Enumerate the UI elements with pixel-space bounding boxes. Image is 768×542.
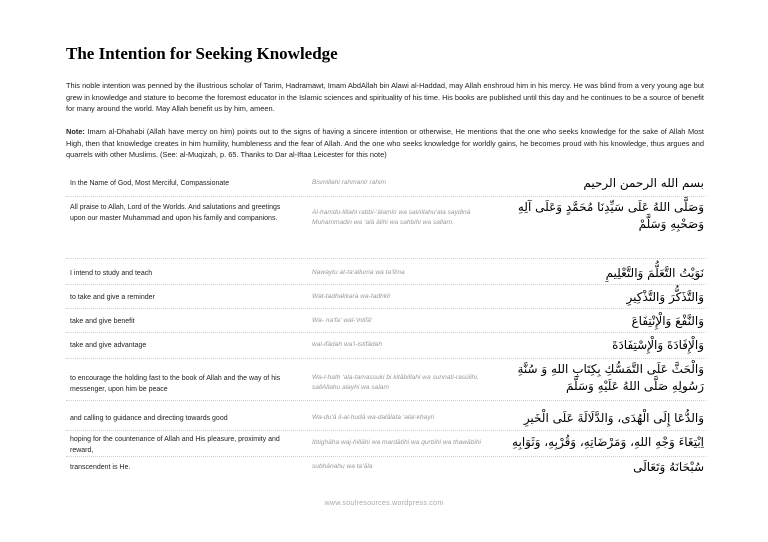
english-text: to encourage the holding fast to the book of Allah and the way of his messenger, upon him be peace bbox=[70, 375, 281, 393]
transliteration-text: Al-hamdu-lillahi rabbi-‘ālamīn wa salAllahu‘ala saydinā Muhammadin wa ‘alā ālihi wa sahbihi wa sallam. bbox=[312, 209, 471, 226]
english-text: In the Name of God, Most Merciful, Compassionate bbox=[70, 180, 230, 187]
arabic-text: وَالنَّفْعَ وَالْإِنْتِفَاعَ bbox=[631, 314, 704, 328]
page-title: The Intention for Seeking Knowledge bbox=[66, 44, 338, 63]
arabic-text: نَوَيْتُ التَّعَلُّمَ وَالتَّعْلِيمِ bbox=[605, 266, 704, 280]
intro-paragraph: This noble intention was penned by the illustrious scholar of Tarim, Hadramawt, Imam AbdAllah bin Alawi al-Haddad, may Allah enshroud him in his mercy. He was blind from a very young age but grew in knowledge and stature to become the foremost educator in the Islamic sciences and spirituality of his time. His books are published until this day and he continues to be a source of benefit for many around the world. May Allah benefit us by him, ameen. bbox=[66, 81, 704, 114]
row-divider bbox=[66, 258, 706, 259]
transliteration-text: Nawaytu at-ta‘alluma wa ta‘līma bbox=[312, 269, 405, 276]
transliteration-text: Wa-du‘ā il-al-hudā wa-dalālata ‘alal-khayri bbox=[312, 414, 435, 421]
row-divider bbox=[66, 284, 706, 285]
arabic-text: بسم الله الرحمن الرحيم bbox=[583, 176, 704, 190]
footer-url: www.soulresources.wordpress.com bbox=[324, 500, 444, 507]
note-text: Imam al-Dhahabi (Allah have mercy on him) points out to the signs of having a sincere intention or otherwise, He mentions that the one who seeks knowledge for the sake of Allah Most High, then that knowledge creates in him humility, humbleness and the fear of Allah. And the one who seeks knowledge for worldly gains, he becomes proud with his knowledge, thus argues and quarrels with other Muslims. (See: al-Muqizah, p. 65. Thanks to Dar al-Iftaa Leicester for this note) bbox=[66, 127, 704, 160]
row-divider bbox=[66, 430, 706, 431]
row-divider bbox=[66, 308, 706, 309]
arabic-text: اِبْتِغَاءَ وَجْهِ اللهِ، وَمَرْضَاتِهِ، وَقُرْبِهِ، وَثَوَابِهِ bbox=[512, 435, 704, 449]
arabic-text: وَصَلَّى اللهُ عَلَى سَيِّدِنَا مُحَمَّدٍ وَعَلَى آلِهِ وَصَحْبِهِ وَسَلَّمْ bbox=[517, 200, 704, 231]
note-label: Note: bbox=[66, 127, 85, 136]
english-text: to take and give a reminder bbox=[70, 294, 155, 301]
english-text: All praise to Allah, Lord of the Worlds. And salutations and greetings upon our master Muhammad and upon his family and companions. bbox=[70, 204, 281, 222]
arabic-text: وَالْحَثَّ عَلَى التَّمَسُّكِ بِكِتَابِ اللهِ وَ سُنَّةِ رَسُولِهِ صَلَّى اللهُ عَلَيْهِ وَسَلَّمَ bbox=[517, 362, 704, 393]
row-divider bbox=[66, 196, 706, 197]
arabic-text: وَالْإِفَادَةَ وَالْإِسْتِفَادَةَ bbox=[612, 338, 704, 352]
transliteration-text: subhānahu wa ta‘āla bbox=[312, 463, 373, 470]
transliteration-text: Wa- na‘fa‘ wal-‘intifā‘ bbox=[312, 317, 373, 324]
transliteration-text: Wat-tadhakkara wa-tadhkīr bbox=[312, 293, 391, 300]
english-text: take and give advantage bbox=[70, 342, 147, 349]
transliteration-text: Wa-l-hath ‘ala-tamassuki bi kitābillahi wa sunnati-rasūlihi, sallAllahu alayhi wa salam bbox=[312, 374, 479, 391]
arabic-text: وَالتَّذَكُّرَ وَالتَّذْكِيرِ bbox=[626, 290, 704, 304]
arabic-text: سُبْحَانَهُ وَتَعَالَى bbox=[633, 460, 704, 474]
arabic-text: وَالدُّعَا إِلَى الْهُدَى، وَالدَّلَالَةَ عَلَى الْخَيرِ bbox=[523, 411, 704, 425]
english-text: I intend to study and teach bbox=[70, 270, 153, 277]
english-text: hoping for the countenance of Allah and His pleasure, proximity and reward, bbox=[70, 436, 280, 454]
row-divider bbox=[66, 400, 706, 401]
transliteration-text: Bismillahi rahmanir rahim bbox=[312, 179, 387, 186]
english-text: transcendent is He. bbox=[70, 464, 131, 471]
english-text: take and give benefit bbox=[70, 318, 135, 325]
row-divider bbox=[66, 456, 706, 457]
transliteration-text: Ibtighāha waj-hillāhi wa mardātihi wa qurbihi wa thawābihi bbox=[312, 439, 481, 446]
english-text: and calling to guidance and directing towards good bbox=[70, 415, 228, 422]
transliteration-text: wal-ifādah wa’l-istifādah bbox=[312, 341, 383, 348]
row-divider bbox=[66, 332, 706, 333]
row-divider bbox=[66, 358, 706, 359]
